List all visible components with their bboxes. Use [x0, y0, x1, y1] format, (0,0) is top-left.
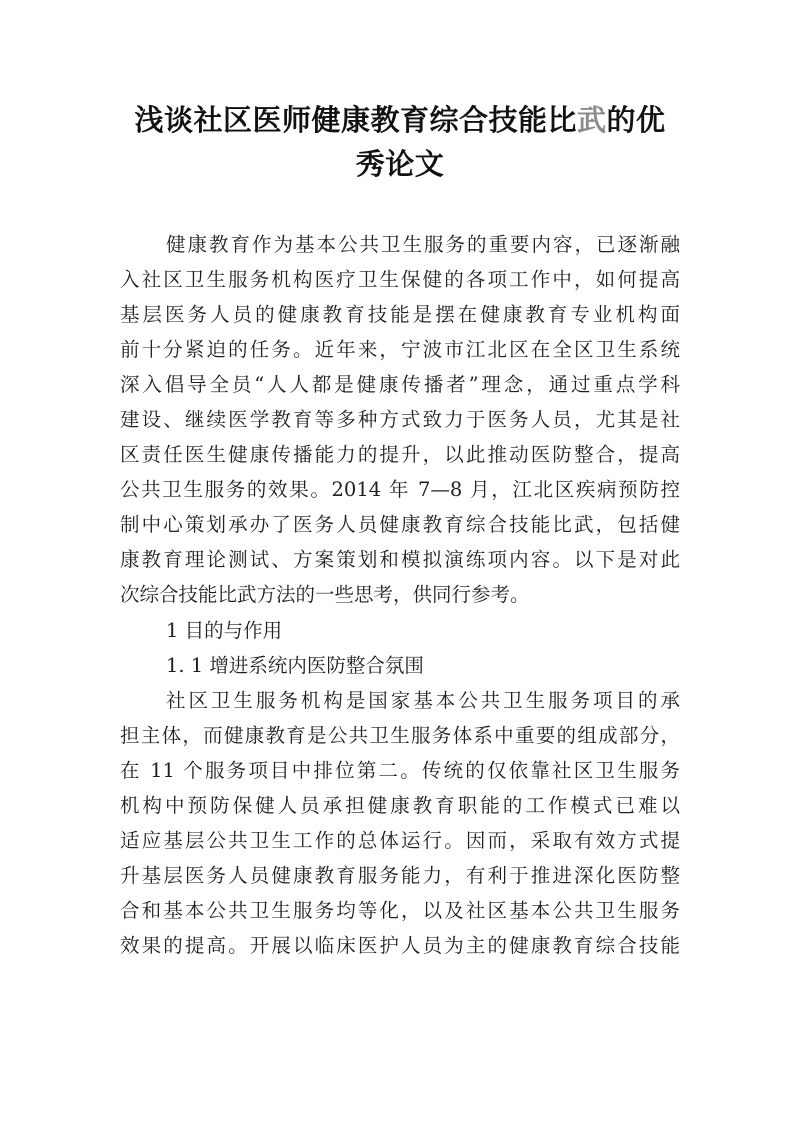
title-text-tail: 的优 — [606, 103, 666, 137]
subsection-heading: 1. 1 增进系统内医防整合氛围 — [166, 654, 424, 677]
paragraph-line: 担主体，而健康教育是公共卫生服务体系中重要的组成部分， — [120, 724, 680, 747]
paragraph-line: 在 11 个服务项目中排位第二。传统的仅依靠社区卫生服务 — [120, 759, 680, 782]
document-title — [100, 100, 700, 140]
paragraph-line: 机构中预防保健人员承担健康教育职能的工作模式已难以 — [120, 794, 680, 817]
paragraph-line: 入社区卫生服务机构医疗卫生保健的各项工作中，如何提高 — [120, 268, 680, 291]
paragraph-line: 区责任医生健康传播能力的提升，以此推动医防整合，提高 — [120, 443, 680, 466]
paragraph-line: 深入倡导全员“人人都是健康传播者”理念，通过重点学科 — [120, 373, 680, 396]
paragraph-line: 前十分紧迫的任务。近年来，宁波市江北区在全区卫生系统 — [120, 338, 680, 361]
title-text-main: 浅谈社区医师健康教育综合技能比 — [134, 103, 577, 137]
paragraph-line: 适应基层公共卫生工作的总体运行。因而，采取有效方式提 — [120, 829, 680, 852]
paragraph-line: 公共卫生服务的效果。2014 年 7—8 月，江北区疾病预防控 — [120, 478, 680, 501]
paragraph-line-last: 次综合技能比武方法的一些思考，供同行参考。 — [120, 583, 530, 606]
paragraph-line: 合和基本公共卫生服务均等化，以及社区基本公共卫生服务 — [120, 899, 680, 922]
document-title-line-2: 秀论文 — [355, 147, 445, 181]
paragraph-line: 康教育理论测试、方案策划和模拟演练项内容。以下是对此 — [120, 548, 680, 571]
paragraph-line: 升基层医务人员健康教育服务能力，有利于推进深化医防整 — [120, 864, 680, 887]
paragraph-line: 建设、继续医学教育等多种方式致力于医务人员，尤其是社 — [120, 408, 680, 431]
title-faint-char: 武 — [576, 103, 607, 137]
paragraph-line: 效果的提高。开展以临床医护人员为主的健康教育综合技能 — [120, 934, 680, 957]
paragraph-line: 基层医务人员的健康教育技能是摆在健康教育专业机构面 — [120, 303, 680, 326]
paragraph-line: 制中心策划承办了医务人员健康教育综合技能比武，包括健 — [120, 513, 680, 536]
section-heading: 1 目的与作用 — [166, 619, 283, 642]
paragraph-line: 社区卫生服务机构是国家基本公共卫生服务项目的承 — [166, 689, 680, 712]
paragraph-line: 健康教育作为基本公共卫生服务的重要内容，已逐渐融 — [166, 233, 680, 256]
